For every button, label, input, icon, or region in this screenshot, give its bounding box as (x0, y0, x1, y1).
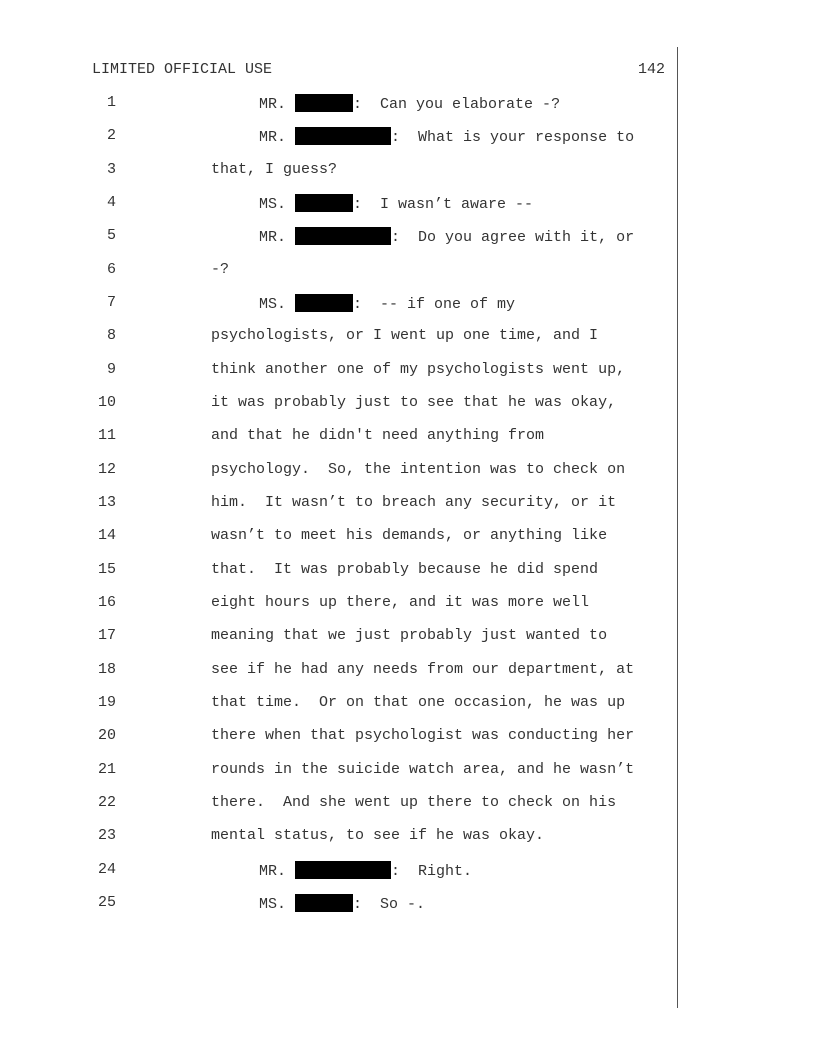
speech-text: : So -. (353, 896, 426, 913)
line-text: that. It was probably because he did spend (211, 561, 599, 578)
line-text (259, 127, 634, 146)
transcript-line (0, 527, 816, 547)
speech-text: : I wasn’t aware -- (353, 196, 534, 213)
line-text: that, I guess? (211, 161, 338, 178)
line-number: 9 (106, 361, 116, 378)
line-number: 24 (97, 861, 116, 878)
speech-text: : -- if one of my (353, 296, 516, 313)
line-number: 16 (97, 594, 116, 611)
line-text: psychology. So, the intention was to check on (211, 461, 626, 478)
line-text (259, 294, 515, 313)
line-text: it was probably just to see that he was okay, (211, 394, 617, 411)
transcript-line (0, 461, 816, 481)
line-text: rounds in the suicide watch area, and he wasn’t (211, 761, 635, 778)
speech-text: : Right. (391, 863, 473, 880)
line-text: him. It wasn’t to breach any security, or it (211, 494, 617, 511)
line-number: 7 (106, 294, 116, 311)
line-text: and that he didn't need anything from (211, 427, 545, 444)
classification-header: LIMITED OFFICIAL USE (92, 61, 273, 78)
speaker-title: MS. (259, 196, 287, 213)
transcript-line (0, 727, 816, 747)
redaction-block (295, 294, 353, 312)
speaker-title: MS. (259, 296, 287, 313)
line-number: 11 (97, 427, 116, 444)
transcript-line (0, 394, 816, 414)
transcript-line (0, 794, 816, 814)
line-text: that time. Or on that one occasion, he was up (211, 694, 626, 711)
line-text: see if he had any needs from our department, at (211, 661, 635, 678)
line-number: 13 (97, 494, 116, 511)
line-number: 22 (97, 794, 116, 811)
redaction-block (295, 194, 353, 212)
speaker-title: MR. (259, 96, 287, 113)
line-text: eight hours up there, and it was more well (211, 594, 590, 611)
transcript-line (0, 661, 816, 681)
line-number: 3 (106, 161, 116, 178)
transcript-line (0, 161, 816, 181)
redaction-block (295, 127, 391, 145)
transcript-line (0, 861, 816, 881)
redaction-block (295, 227, 391, 245)
redaction-block (295, 894, 353, 912)
transcript-line (0, 127, 816, 147)
line-text (259, 94, 560, 113)
line-number: 2 (106, 127, 116, 144)
speaker-title: MS. (259, 896, 287, 913)
transcript-line (0, 594, 816, 614)
transcript-line (0, 227, 816, 247)
line-number: 23 (97, 827, 116, 844)
transcript-line (0, 761, 816, 781)
line-text: -? (211, 261, 230, 278)
line-number: 20 (97, 727, 116, 744)
line-number: 18 (97, 661, 116, 678)
redaction-block (295, 861, 391, 879)
line-number: 25 (97, 894, 116, 911)
transcript-line (0, 194, 816, 214)
transcript-line (0, 827, 816, 847)
line-number: 19 (97, 694, 116, 711)
transcript-line (0, 694, 816, 714)
transcript-line (0, 561, 816, 581)
line-number: 15 (97, 561, 116, 578)
line-text: wasn’t to meet his demands, or anything like (211, 527, 608, 544)
transcript-line (0, 627, 816, 647)
line-number: 8 (106, 327, 116, 344)
line-number: 1 (106, 94, 116, 111)
transcript-line (0, 427, 816, 447)
page-number: 142 (638, 61, 666, 78)
line-text (259, 861, 472, 880)
speech-text: : What is your response to (391, 129, 635, 146)
speech-text: : Do you agree with it, or (391, 229, 635, 246)
line-text (259, 194, 533, 213)
transcript-line (0, 294, 816, 314)
line-text: there. And she went up there to check on his (211, 794, 617, 811)
line-number: 12 (97, 461, 116, 478)
line-text: mental status, to see if he was okay. (211, 827, 545, 844)
transcript-line (0, 361, 816, 381)
line-number: 14 (97, 527, 116, 544)
line-number: 17 (97, 627, 116, 644)
transcript-line (0, 494, 816, 514)
line-text: there when that psychologist was conducting her (211, 727, 635, 744)
line-number: 21 (97, 761, 116, 778)
transcript-line (0, 261, 816, 281)
transcript-line (0, 894, 816, 914)
line-number: 5 (106, 227, 116, 244)
speaker-title: MR. (259, 229, 287, 246)
line-number: 6 (106, 261, 116, 278)
line-number: 4 (106, 194, 116, 211)
line-text: think another one of my psychologists went up, (211, 361, 626, 378)
speech-text: : Can you elaborate -? (353, 96, 561, 113)
transcript-line (0, 94, 816, 114)
speaker-title: MR. (259, 129, 287, 146)
line-text: meaning that we just probably just wanted to (211, 627, 608, 644)
line-text (259, 227, 634, 246)
speaker-title: MR. (259, 863, 287, 880)
redaction-block (295, 94, 353, 112)
line-number: 10 (97, 394, 116, 411)
line-text (259, 894, 425, 913)
line-text: psychologists, or I went up one time, and I (211, 327, 599, 344)
transcript-line (0, 327, 816, 347)
